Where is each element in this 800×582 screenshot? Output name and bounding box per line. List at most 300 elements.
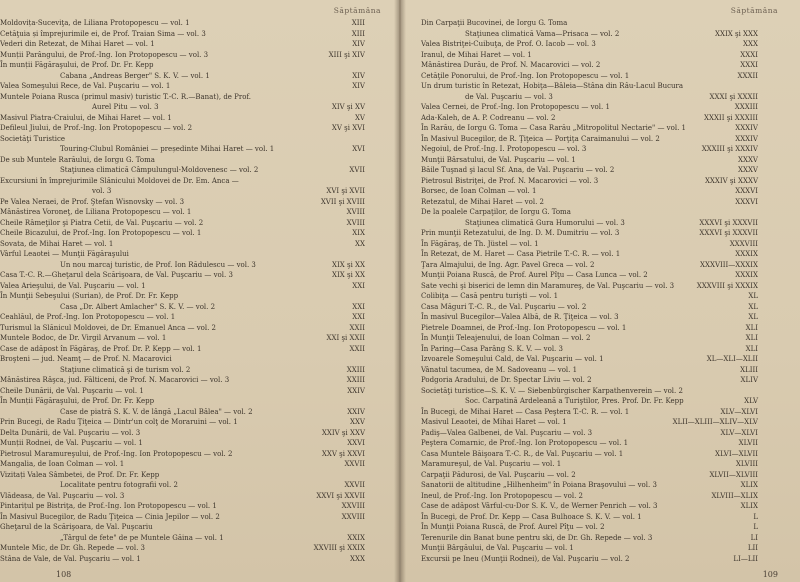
toc-entry-week: XXXVI bbox=[735, 187, 758, 195]
toc-entry-title: Defileul Jiului, de Prof.-Ing. Ion Protopopescu — vol. 2 bbox=[0, 124, 193, 132]
toc-entry bbox=[0, 71, 399, 82]
toc-entry-title: Muntele Poiana Rusca (primul masiv) turistic T.-C. R.—Banat), de Prof. bbox=[0, 92, 252, 101]
toc-entry-title: Touring-Clubul României — președinte Mihai Haret — vol. 1 bbox=[60, 145, 275, 153]
toc-entry-week: XLII—XLIII—XLIV—XLV bbox=[672, 418, 758, 426]
toc-entry-title: În Făgăraş, de Th. Jüstel — vol. 1 bbox=[421, 239, 539, 248]
toc-entry-week: XIV bbox=[352, 40, 365, 48]
toc-entry bbox=[0, 459, 399, 470]
toc-entry-title: Munţii Bârsatului, de Val. Puşcariu — vol. 1 bbox=[421, 155, 576, 164]
toc-entry bbox=[401, 113, 800, 124]
toc-entry bbox=[0, 239, 399, 250]
toc-entry-week: XXXIX bbox=[735, 250, 758, 258]
toc-entry-week: XLI bbox=[745, 323, 758, 332]
toc-entry-title: Pietrosul Bistriţei, de Prof. N. Macarovici — vol. 3 bbox=[421, 176, 599, 185]
toc-entry bbox=[401, 396, 800, 407]
toc-entry-week: XXVII bbox=[344, 460, 365, 468]
toc-entry bbox=[0, 470, 399, 481]
toc-entry-week: XIX şi XX bbox=[332, 260, 365, 269]
toc-entry-week: XLVII—XLVIII bbox=[709, 470, 758, 479]
toc-entry bbox=[401, 228, 800, 239]
toc-entry-week: XXXVIII—XXXIX bbox=[700, 260, 758, 269]
toc-entry bbox=[401, 197, 800, 208]
toc-entry-title: Masivul Piatra-Craiului, de Mihai Haret — vol. 1 bbox=[0, 113, 172, 122]
toc-entry-week: XXI şi XXII bbox=[326, 334, 365, 342]
toc-entry bbox=[0, 491, 399, 502]
toc-entry-week: XV bbox=[354, 113, 365, 122]
toc-entry-title: Retezatul, de Mihai Haret — vol. 2 bbox=[421, 197, 544, 206]
toc-entry-title: Munţii Poiana Ruscă, de Prof. Aurel Pîţu — Casa Lunca — vol. 2 bbox=[421, 271, 648, 279]
toc-entry-week: XIV bbox=[352, 71, 365, 80]
toc-entry bbox=[401, 543, 800, 554]
toc-entry bbox=[401, 18, 800, 29]
toc-entry bbox=[401, 323, 800, 334]
toc-entry-week: XXXI şi XXXII bbox=[709, 92, 758, 101]
toc-entry-title: De sub Muntele Rarăului, de Iorgu G. Toma bbox=[0, 155, 155, 164]
toc-entry bbox=[0, 197, 399, 208]
toc-entry-week: XXXIV bbox=[735, 124, 758, 132]
toc-entry-week: XLI bbox=[745, 334, 758, 342]
toc-entry-week: XVIII bbox=[346, 218, 365, 227]
toc-entry-title: Ceahlăul, de Prof.-Ing. Ion Protopopescu — vol. 1 bbox=[0, 313, 176, 321]
toc-entry bbox=[401, 218, 800, 229]
toc-entry-title: Vârful Leaotei — Munţii Făgăraşului bbox=[0, 250, 129, 258]
toc-entry bbox=[401, 365, 800, 376]
toc-entry-title: Borsec, de Ioan Colman — vol. 1 bbox=[421, 187, 537, 195]
toc-entry bbox=[0, 92, 399, 103]
toc-entry-title: Broşteni — jud. Neamţ — de Prof. N. Macarovici bbox=[0, 355, 172, 363]
toc-entry-week: XLIX bbox=[740, 481, 758, 489]
toc-entry-week: XVII şi XVIII bbox=[320, 197, 365, 206]
toc-entry-week: XVII bbox=[349, 166, 365, 174]
toc-entry bbox=[401, 50, 800, 61]
toc-entry-week: XXIX bbox=[347, 533, 365, 542]
toc-entry-week: XXXIII bbox=[734, 103, 758, 111]
toc-entry bbox=[0, 543, 399, 554]
toc-entry-week: XIX bbox=[352, 229, 365, 237]
toc-entry bbox=[0, 449, 399, 460]
toc-entry-title: Mangalia, de Ioan Colman — vol. 1 bbox=[0, 460, 125, 468]
toc-entry-week: XXXVIII şi XXXIX bbox=[696, 281, 758, 290]
toc-entry bbox=[0, 50, 399, 61]
toc-entry-week: XXI bbox=[352, 281, 365, 290]
toc-entry bbox=[0, 512, 399, 523]
toc-entry-week: XXX bbox=[350, 554, 365, 563]
toc-entry bbox=[401, 260, 800, 271]
toc-entry-title: Valea Bistriţei-Cuibuţa, de Prof. O. Iacob — vol. 3 bbox=[421, 40, 596, 48]
toc-entry bbox=[401, 176, 800, 187]
toc-entry-title: Munţii Bârgăului, de Val. Puşcariu — vol. 1 bbox=[421, 544, 574, 552]
toc-entry-title: Izvoarele Someşului Cald, de Val. Puşcariu — vol. 1 bbox=[421, 355, 604, 363]
toc-entry-week: XL bbox=[748, 292, 758, 300]
toc-entry-title: Vânatul tacumea, de M. Sadoveanu — vol. 1 bbox=[421, 365, 578, 374]
toc-entry bbox=[0, 396, 399, 407]
toc-entry bbox=[401, 386, 800, 397]
toc-entry-title: În Munţii Sebeşului (Surian), de Prof. Dr. Fr. Kepp bbox=[0, 292, 179, 300]
toc-entry-title: Casa Măguri T.-C. R., de Val. Puşcariu — vol. 2 bbox=[421, 302, 587, 311]
toc-entry bbox=[401, 144, 800, 155]
toc-entry bbox=[0, 113, 399, 124]
toc-entry-title: Excursii pe Ineu (Munţii Rodnei), de Val. Puşcariu — vol. 2 bbox=[421, 554, 630, 563]
toc-entry bbox=[0, 60, 399, 71]
toc-entry-week: XXXVIII bbox=[729, 239, 758, 248]
toc-entry bbox=[401, 522, 800, 533]
toc-entry-title: Cheile Bicazului, de Prof.-Ing. Ion Protopopescu — vol. 1 bbox=[0, 229, 202, 237]
toc-entry bbox=[0, 207, 399, 218]
toc-entry bbox=[401, 470, 800, 481]
toc-entry-week: XXV şi XXVI bbox=[321, 449, 365, 458]
toc-entry-title: Ţara Almajului, de Ing. Agr. Pavel Greca — vol. 2 bbox=[421, 260, 595, 269]
toc-entry bbox=[0, 29, 399, 40]
toc-entry-title: Masivul Leaotei, de Mihai Haret — vol. 1 bbox=[421, 418, 567, 426]
toc-entry bbox=[0, 134, 399, 145]
toc-entry-week: XIII şi XIV bbox=[328, 50, 365, 59]
toc-entry-title: În Masivul Bucegilor, de Radu Ţiţeica — Cinia Jepilor — vol. 2 bbox=[0, 512, 220, 521]
toc-entry-week: XXIII bbox=[346, 365, 365, 374]
toc-entry bbox=[401, 428, 800, 439]
toc-entry-title: Cheile Dunării, de Val. Puşcariu — vol. 1 bbox=[0, 386, 144, 395]
toc-entry bbox=[401, 207, 800, 218]
toc-entry bbox=[401, 239, 800, 250]
toc-entry bbox=[0, 165, 399, 176]
toc-entry-title: Valea Someşului Rece, de Val. Puşcariu — vol. 1 bbox=[0, 82, 171, 90]
toc-entry-title: Sanatorii de altitudine „Hilhenheim" în Poiana Braşovului — vol. 3 bbox=[421, 481, 657, 489]
toc-entry bbox=[0, 218, 399, 229]
toc-entry-week: XXVI şi XXVII bbox=[316, 491, 365, 500]
toc-entry bbox=[0, 144, 399, 155]
toc-entry bbox=[0, 270, 399, 281]
toc-entry-title: Pietrele Doamnei, de Prof.-Ing. Ion Protopopescu — vol. 1 bbox=[421, 323, 627, 332]
toc-entry bbox=[401, 165, 800, 176]
toc-entry-week: XXXVI bbox=[735, 197, 758, 206]
book-gutter bbox=[394, 0, 406, 582]
toc-entry-title: Pietrosul Maramureşului, de Prof.-Ing. Ion Protopopescu — vol. 2 bbox=[0, 449, 233, 458]
toc-entry-title: Turismul la Slănicul Moldovei, de Dr. Emanuel Anca — vol. 2 bbox=[0, 323, 217, 332]
toc-entry-title: Sate vechi şi biserici de lemn din Maramureş, de Val. Puşcariu — vol. 3 bbox=[421, 281, 675, 290]
toc-entry-title: „Târgul de fete" de pe Muntele Găina — vol. 1 bbox=[60, 533, 224, 542]
toc-entry bbox=[401, 480, 800, 491]
toc-entry-week: XLI bbox=[745, 344, 758, 353]
toc-entry-week: XLV—XLVI bbox=[720, 407, 758, 416]
toc-entry-title: Excursiuni în împrejurimile Slănicului Moldovei de Dr. Em. Anca — bbox=[0, 176, 239, 185]
toc-entry-title: Pintarițul pe Bistriţa, de Prof.-Ing. Ion Protopopescu — vol. 1 bbox=[0, 502, 217, 510]
toc-entry-title: Peştera Comarnic, de Prof.-Ing. Ion Protopopescu — vol. 1 bbox=[421, 439, 629, 447]
toc-entry-week: XL bbox=[748, 302, 758, 311]
toc-entry-week: XIV şi XV bbox=[331, 103, 365, 111]
toc-entry-week: XXIII bbox=[346, 376, 365, 384]
toc-entry bbox=[401, 102, 800, 113]
toc-entry-title: Terenurile din Banat bune pentru ski, de Dr. Gh. Repede — vol. 3 bbox=[421, 533, 653, 542]
toc-entry bbox=[401, 29, 800, 40]
toc-entry-title: Gheţarul de la Scărişoara, de Val. Puşcariu bbox=[0, 523, 153, 531]
toc-entry-title: Mânăstirea Voroneţ, de Liliana Protopopescu — vol. 1 bbox=[0, 208, 192, 216]
toc-entry-title: Cabana „Andreas Berger" S. K. V. — vol. 1 bbox=[60, 71, 210, 80]
toc-entry bbox=[0, 438, 399, 449]
toc-entry-title: Societăţi Turistice bbox=[0, 134, 66, 143]
page-number: 109 bbox=[762, 570, 778, 579]
toc-entry-title: Vlădeasa, de Val. Puşcariu — vol. 3 bbox=[0, 491, 125, 500]
toc-entry-title: În Munţii Teleajenului, de Ioan Colman — vol. 2 bbox=[421, 334, 591, 342]
toc-entry bbox=[0, 480, 399, 491]
toc-entry bbox=[0, 323, 399, 334]
toc-entry-title: Maramureşul, de Val. Puşcariu — vol. 1 bbox=[421, 460, 562, 468]
toc-entry-week: XXXII şi XXXIII bbox=[703, 113, 758, 122]
toc-entry bbox=[401, 344, 800, 355]
toc-entry-week: XXIV şi XXV bbox=[321, 428, 365, 437]
toc-entry bbox=[0, 18, 399, 29]
right-page bbox=[401, 0, 800, 582]
toc-entry bbox=[0, 554, 399, 565]
toc-entry bbox=[401, 333, 800, 344]
toc-entry-week: XIV bbox=[352, 82, 365, 90]
toc-entry-week: XXII bbox=[349, 344, 365, 353]
toc-entry bbox=[0, 386, 399, 397]
toc-entry-title: Valea Cernei, de Prof.-Ing. Ion Protopopescu — vol. 1 bbox=[421, 103, 610, 111]
toc-entry bbox=[0, 123, 399, 134]
toc-entry-week: LI bbox=[750, 533, 758, 542]
toc-entry bbox=[401, 186, 800, 197]
toc-entry-title: Podgoria Aradului, de Dr. Spectar Liviu — vol. 2 bbox=[421, 376, 592, 384]
toc-entry-title: Sovata, de Mihai Haret — vol. 1 bbox=[0, 239, 114, 248]
toc-entry-week: XVI şi XVII bbox=[326, 187, 365, 195]
toc-entry-title: Din Carpaţii Bucovinei, de Iorgu G. Toma bbox=[421, 19, 568, 27]
toc-entry bbox=[0, 291, 399, 302]
toc-entry-title: Pe Valea Neraei, de Prof. Ştefan Wisnovsky — vol. 3 bbox=[0, 197, 185, 206]
toc-entry-week: XV şi XVI bbox=[331, 124, 365, 132]
toc-entry-week: XVI bbox=[352, 145, 365, 153]
toc-entry-title: Un drum turistic în Retezat, Hobiţa—Bâleia—Stâna din Râu-Lacul Bucura bbox=[421, 82, 684, 90]
toc-entry-title: În munții Făgăraşului, de Prof. Dr. Fr. Kepp bbox=[0, 61, 154, 69]
toc-entry-week: XXVIII bbox=[341, 512, 365, 521]
toc-entry-week: XXII bbox=[349, 323, 365, 332]
toc-entry bbox=[401, 501, 800, 512]
toc-entry-title: Casa T.-C. R.—Gheţarul dela Scărişoara, de Val. Puşcariu — vol. 3 bbox=[0, 271, 233, 279]
toc-entry-title: Munții Parângului, de Prof.-Ing. Ion Protopopescu — vol. 3 bbox=[0, 50, 209, 59]
toc-entry-title: Staţiune climatică şi de turism vol. 2 bbox=[60, 365, 191, 374]
toc-entry bbox=[401, 134, 800, 145]
toc-entry-week: XXXIX bbox=[735, 271, 758, 279]
toc-entry-title: de Val. Puşcariu — vol. 3 bbox=[465, 92, 553, 101]
toc-entry bbox=[401, 449, 800, 460]
toc-entry-list bbox=[401, 18, 800, 564]
toc-entry-week: XXXVI şi XXXVII bbox=[699, 218, 758, 227]
toc-entry-week: XXXI bbox=[740, 50, 758, 59]
toc-entry-week: XLVIII bbox=[735, 460, 758, 468]
toc-entry-title: Muntele Bodoc, de Dr. Virgil Arvanum — vol. 1 bbox=[0, 334, 167, 342]
toc-entry-week: XXVI bbox=[347, 439, 365, 447]
toc-entry-week: XLV bbox=[744, 397, 758, 405]
toc-entry-title: Mânăstirea Râşca, jud. Fălticeni, de Prof. N. Macarovici — vol. 3 bbox=[0, 376, 230, 384]
toc-entry-title: În masivul Bucegilor—Valea Albă, de R. Ţiţeica — vol. 3 bbox=[421, 313, 619, 321]
toc-entry bbox=[401, 155, 800, 166]
toc-entry-title: Prin munţii Retezatului, de Ing. D. M. Dumitriu — vol. 3 bbox=[421, 229, 620, 237]
toc-entry-week: XLVI—XLVII bbox=[714, 449, 758, 458]
toc-entry bbox=[401, 60, 800, 71]
toc-entry-week: XXXIV bbox=[735, 134, 758, 143]
toc-entry bbox=[401, 554, 800, 565]
toc-entry-title: Prin Bucegi, de Radu Ţiţeica — Dintr'un colţ de Moraruini — vol. 1 bbox=[0, 418, 238, 426]
toc-entry-title: Case de adăpost în Făgăraş, de Prof. Dr. P. Kepp — vol. 1 bbox=[0, 344, 202, 353]
toc-entry bbox=[401, 417, 800, 428]
toc-entry-title: Colibiţa — Casă pentru turişti — vol. 1 bbox=[421, 292, 559, 300]
toc-entry-week: LII bbox=[747, 544, 758, 552]
toc-entry bbox=[0, 39, 399, 50]
toc-entry-week: XXXIV şi XXXV bbox=[704, 176, 758, 185]
toc-entry-title: Case de piatră S. K. V. de lângă „Lacul Bâlea" — vol. 2 bbox=[60, 407, 253, 416]
toc-entry-week: L bbox=[753, 512, 758, 521]
toc-entry-week: XXIV bbox=[347, 407, 365, 416]
toc-entry-week: XXXII bbox=[737, 71, 758, 80]
toc-entry bbox=[0, 344, 399, 355]
toc-entry-title: În Bucegi, de Prof. Dr. Kepp — Casa Bulhoace S. K. V. — vol. 1 bbox=[421, 512, 642, 521]
toc-entry-week: XX bbox=[355, 239, 365, 248]
toc-entry bbox=[401, 438, 800, 449]
toc-entry-week: XIX şi XX bbox=[332, 271, 365, 279]
toc-entry-week: XLIX bbox=[740, 502, 758, 510]
toc-entry-week: XXVIII bbox=[341, 502, 365, 510]
toc-entry bbox=[0, 302, 399, 313]
left-page bbox=[0, 0, 399, 582]
toc-entry-week: XXVIII şi XXIX bbox=[313, 544, 365, 552]
toc-entry-title: Soc. Carpatină Ardeleană a Turiştilor, Pres. Prof. Dr. Fr. Kepp bbox=[465, 397, 684, 405]
toc-entry-title: Padiş—Valea Galbenei, de Val. Puşcariu — vol. 3 bbox=[421, 428, 593, 437]
toc-entry-title: Vederi din Retezat, de Mihai Haret — vol. 1 bbox=[0, 40, 155, 48]
toc-entry bbox=[0, 260, 399, 271]
toc-entry bbox=[401, 281, 800, 292]
toc-entry-title: În Paring—Casa Parâng S. K. V. — vol. 3 bbox=[421, 344, 563, 353]
toc-entry-title: Mânăstirea Durău, de Prof. N. Macarovici — vol. 2 bbox=[421, 61, 601, 69]
toc-entry-week: XXV bbox=[349, 418, 365, 426]
toc-entry bbox=[0, 428, 399, 439]
toc-entry bbox=[401, 512, 800, 523]
toc-entry-title: De la poalele Carpaţilor, de Iorgu G. Toma bbox=[421, 208, 571, 216]
toc-entry-week: XLV—XLVI bbox=[720, 428, 758, 437]
toc-entry bbox=[0, 81, 399, 92]
toc-entry-week: XL bbox=[748, 313, 758, 321]
toc-entry bbox=[0, 228, 399, 239]
toc-entry bbox=[401, 270, 800, 281]
toc-entry-title: Cetăţuia și împrejurimile ei, de Prof. Traian Sima — vol. 3 bbox=[0, 29, 206, 38]
toc-entry-title: Casa „Dr. Albert Amlacher" S. K. V. — vol. 2 bbox=[60, 302, 216, 311]
toc-entry bbox=[401, 39, 800, 50]
toc-entry-title: Iranul, de Mihai Haret — vol. 1 bbox=[421, 50, 532, 59]
toc-entry-week: XXVII bbox=[344, 481, 365, 489]
toc-entry-week: XXI bbox=[352, 313, 365, 321]
toc-entry bbox=[0, 354, 399, 365]
toc-entry bbox=[0, 186, 399, 197]
toc-entry-title: Ineul, de Prof.-Ing. Ion Protopopescu — vol. 2 bbox=[421, 491, 583, 500]
toc-entry bbox=[0, 312, 399, 323]
toc-entry-title: În Retezat, de M. Haret — Casa Pietrile T.-C. R. — vol. 1 bbox=[421, 250, 621, 258]
toc-entry-week: LI—LII bbox=[733, 554, 758, 563]
toc-entry-title: vol. 3 bbox=[92, 187, 112, 195]
toc-entry-title: Cetăţile Ponorului, de Prof.-Ing. Ion Protopopescu — vol. 1 bbox=[421, 71, 630, 80]
toc-entry-title: Cheile Râmeţilor şi Piatra Cetii, de Val. Puşcariu — vol. 2 bbox=[0, 218, 204, 227]
toc-entry-week: XLVII bbox=[738, 439, 758, 447]
toc-entry-week: XLIII bbox=[740, 365, 758, 374]
week-column-header: Săptămâna bbox=[333, 6, 381, 15]
toc-entry bbox=[0, 375, 399, 386]
toc-entry-week: XXXIII şi XXXIV bbox=[701, 145, 758, 153]
toc-entry-title: Casa Muntele Băişoara T.-C. R., de Val. Puşcariu — vol. 1 bbox=[421, 449, 624, 458]
toc-entry-title: Staţiunea climatică Gura Humorului — vol. 3 bbox=[465, 218, 625, 227]
toc-entry-title: Vizitați Valea Sâmbetei, de Prof. Dr. Fr. Kepp bbox=[0, 470, 160, 479]
toc-entry-title: În Rarău, de Iorgu G. Toma — Casa Rarău „Mitropolitul Nectarie" — vol. 1 bbox=[421, 124, 686, 132]
toc-entry bbox=[401, 123, 800, 134]
toc-entry-title: Un nou marcaj turistic, de Prof. Ion Rădulescu — vol. 3 bbox=[60, 260, 256, 269]
toc-entry-week: XXIV bbox=[347, 386, 365, 395]
toc-entry-title: În Masivul Bucegilor, de R. Ţiţeica — Porţiţa Caraimanului — vol. 2 bbox=[421, 134, 660, 143]
toc-entry-title: Localitate pentru fotografii vol. 2 bbox=[60, 481, 178, 489]
toc-entry-week: XL—XLI—XLII bbox=[706, 355, 758, 363]
toc-entry-week: XXX bbox=[743, 40, 758, 48]
toc-entry-title: Moldovița-Suceviţa, de Liliana Protopopescu — vol. 1 bbox=[0, 19, 190, 27]
toc-entry-list bbox=[0, 18, 399, 564]
toc-entry bbox=[0, 365, 399, 376]
toc-entry bbox=[0, 249, 399, 260]
toc-entry-title: În Munții Făgăraşului, de Prof. Dr. Fr. Kepp bbox=[0, 397, 155, 405]
toc-entry bbox=[401, 491, 800, 502]
toc-entry-title: Negoiul, de Prof.-Ing. I. Protopopescu — vol. 3 bbox=[421, 145, 587, 153]
page-number: 108 bbox=[56, 570, 72, 579]
toc-entry bbox=[401, 407, 800, 418]
toc-entry bbox=[0, 155, 399, 166]
toc-entry bbox=[401, 291, 800, 302]
toc-entry-week: XXI bbox=[352, 302, 365, 311]
toc-entry bbox=[401, 354, 800, 365]
toc-entry-title: În Bucegi, de Mihai Haret — Casa Peştera T.-C. R. — vol. 1 bbox=[421, 407, 630, 416]
toc-entry bbox=[401, 92, 800, 103]
toc-entry-title: Ada-Kaleh, de A. P. Codreanu — vol. 2 bbox=[421, 113, 556, 122]
toc-entry-title: În Munţii Poiana Ruscă, de Prof. Aurel Pîţu — vol. 2 bbox=[421, 523, 605, 531]
toc-entry bbox=[0, 417, 399, 428]
toc-entry bbox=[401, 312, 800, 323]
toc-entry bbox=[401, 459, 800, 470]
toc-entry-title: Societăţi turistice—S. K. V. — Siebenbürgischer Karpathenverein — vol. 2 bbox=[421, 386, 683, 395]
toc-entry bbox=[0, 281, 399, 292]
toc-entry-week: XXXVI şi XXXVII bbox=[699, 229, 758, 237]
toc-entry-title: Case de adăpost Vârful-cu-Dor S. K. V., de Werner Penrich — vol. 3 bbox=[421, 502, 658, 510]
toc-entry-title: Staţiunea climatică Câmpulungul-Moldovenesc — vol. 2 bbox=[60, 166, 259, 174]
toc-entry-title: Muntele Mic, de Dr. Gh. Repede — vol. 3 bbox=[0, 544, 145, 552]
week-column-header: Săptămâna bbox=[730, 6, 778, 15]
toc-entry-title: Carpaţii Pădurosi, de Val. Puşcariu — vol. 2 bbox=[421, 470, 576, 479]
toc-entry bbox=[401, 249, 800, 260]
toc-entry-title: Băile Tuşnad şi lacul Sf. Ana, de Val. Puşcariu — vol. 2 bbox=[421, 166, 615, 174]
toc-entry bbox=[0, 333, 399, 344]
toc-entry-week: XXIX şi XXX bbox=[715, 29, 758, 38]
toc-entry-week: XLVIII—XLIX bbox=[711, 491, 758, 500]
toc-entry bbox=[0, 102, 399, 113]
toc-entry bbox=[0, 501, 399, 512]
toc-entry-week: XLIV bbox=[740, 376, 758, 384]
toc-entry bbox=[0, 176, 399, 187]
toc-entry-title: Delta Dunării, de Val. Puşcariu — vol. 3 bbox=[0, 428, 141, 437]
toc-entry-week: XXXI bbox=[740, 61, 758, 69]
toc-entry bbox=[401, 302, 800, 313]
toc-entry-title: Staţiunea climatică Vama—Prisaca — vol. 2 bbox=[465, 29, 620, 38]
toc-entry-week: XXXV bbox=[737, 166, 758, 174]
toc-entry-title: Munții Rodnei, de Val. Puşcariu — vol. 1 bbox=[0, 439, 143, 447]
toc-entry bbox=[0, 522, 399, 533]
toc-entry-week: L bbox=[753, 523, 758, 531]
toc-entry-week: XIII bbox=[351, 29, 365, 38]
toc-entry bbox=[0, 407, 399, 418]
toc-entry bbox=[0, 533, 399, 544]
toc-entry-title: Aurel Pitu — vol. 3 bbox=[92, 103, 159, 111]
toc-entry-week: XVIII bbox=[346, 208, 365, 216]
toc-entry-title: Valea Arieşului, de Val. Puşcariu — vol. 1 bbox=[0, 281, 146, 290]
toc-entry bbox=[401, 375, 800, 386]
